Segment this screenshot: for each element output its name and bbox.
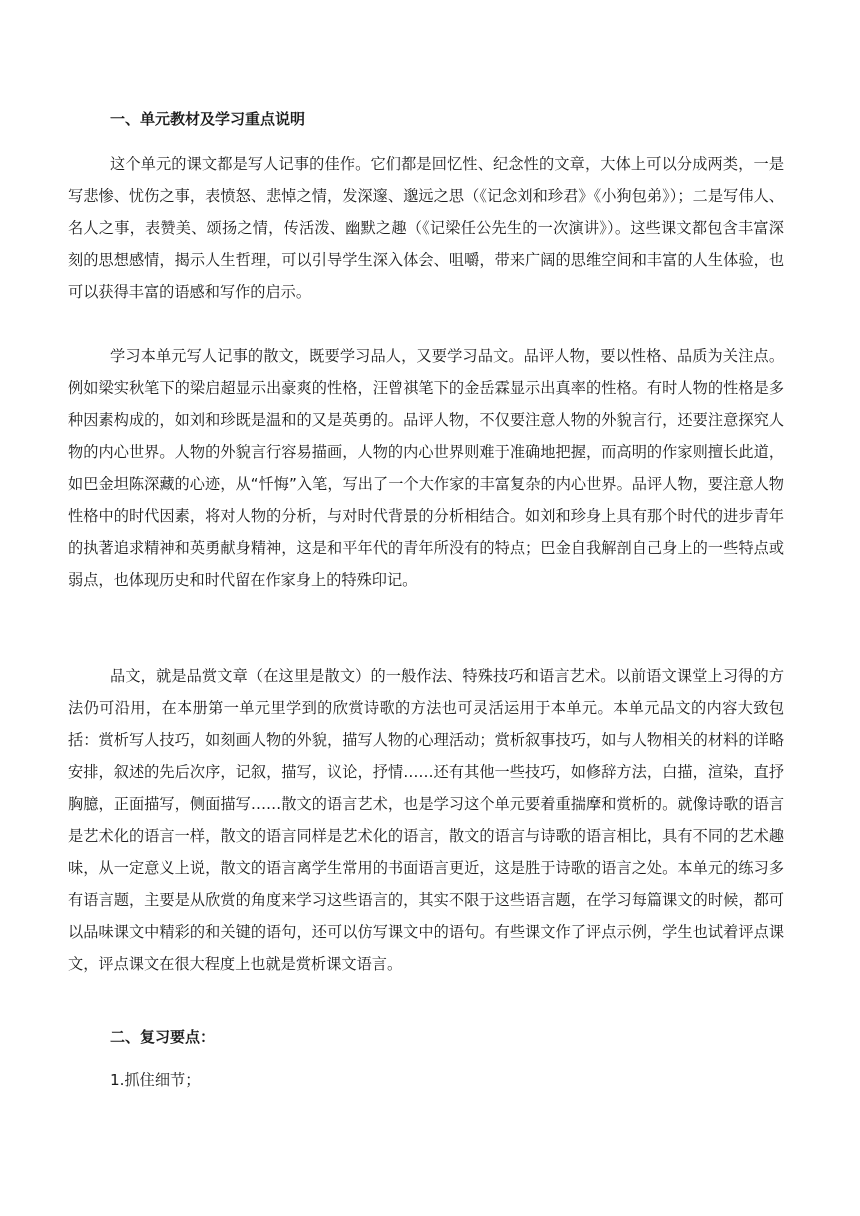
section2-heading: 二、复习要点： (110, 1028, 216, 1046)
section1-heading: 一、单元教材及学习重点说明 (110, 110, 306, 128)
paragraph-appreciating-writing: 品文，就是品赏文章（在这里是散文）的一般作法、特殊技巧和语言艺术。以前语文课堂上习得的方法仍可沿用，在本册第一单元里学到的欣赏诗歌的方法也可灵活运用于本单元。本单元品文的内容大致包括：赏析写人技巧，如刻画人物的外貌，描写人物的心理活动；赏析叙事技巧，如与人物相关的材料的详略安排，叙述的先后次序，记叙，描写，议论，抒情……还有其他一些技巧，如修辞方法，白描，渲染，直抒胸臆，正面描写，侧面描写……散文的语言艺术，也是学习这个单元要着重揣摩和赏析的。就像诗歌的语言是艺术化的语言一样，散文的语言同样是艺术化的语言，散文的语言与诗歌的语言相比，具有不同的艺术趣味，从一定意义上说，散文的语言离学生常用的书面语言更近，这是胜于诗歌的语言之处。本单元的练习多有语言题，主要是从欣赏的角度来学习这些语言的，其实不限于这些语言题，在学习每篇课文的时候，都可以品味课文中精彩的和关键的语句，还可以仿写课文中的语句。有些课文作了评点示例，学生也试着评点课文，评点课文在很大程度上也就是赏析课文语言。 (68, 667, 784, 973)
review-point-item: 1.抓住细节； (110, 1071, 201, 1089)
paragraph-appreciating-people: 学习本单元写人记事的散文，既要学习品人，又要学习品文。品评人物，要以性格、品质为关注点。例如梁实秋笔下的梁启超显示出豪爽的性格，汪曾祺笔下的金岳霖显示出真率的性格。有时人物的性格是多种因素构成的，如刘和珍既是温和的又是英勇的。品评人物，不仅要注意人物的外貌言行，还要注意探究人物的内心世界。人物的外貌言行容易描画，人物的内心世界则难于准确地把握，而高明的作家则擅长此道，如巴金坦陈深藏的心迹，从“忏悔”入笔，写出了一个大作家的丰富复杂的内心世界。品评人物，要注意人物性格中的时代因素，将对人物的分析，与对时代背景的分析相结合。如刘和珍身上具有那个时代的进步青年的执著追求精神和英勇献身精神，这是和平年代的青年所没有的特点；巴金自我解剖自己身上的一些特点或弱点，也体现历史和时代留在作家身上的特殊印记。 (68, 347, 784, 589)
paragraph-unit-overview: 这个单元的课文都是写人记事的佳作。它们都是回忆性、纪念性的文章，大体上可以分成两类，一是写悲惨、忧伤之事，表愤怒、悲悼之情，发深邃、邈远之思（《记念刘和珍君》《小狗包弟》）；二是写伟人、名人之事，表赞美、颂扬之情，传活泼、幽默之趣（《记梁任公先生的一次演讲》）。这些课文都包含丰富深刻的思想感情，揭示人生哲理，可以引导学生深入体会、咀嚼，带来广阔的思维空间和丰富的人生体验，也可以获得丰富的语感和写作的启示。 (68, 155, 784, 301)
